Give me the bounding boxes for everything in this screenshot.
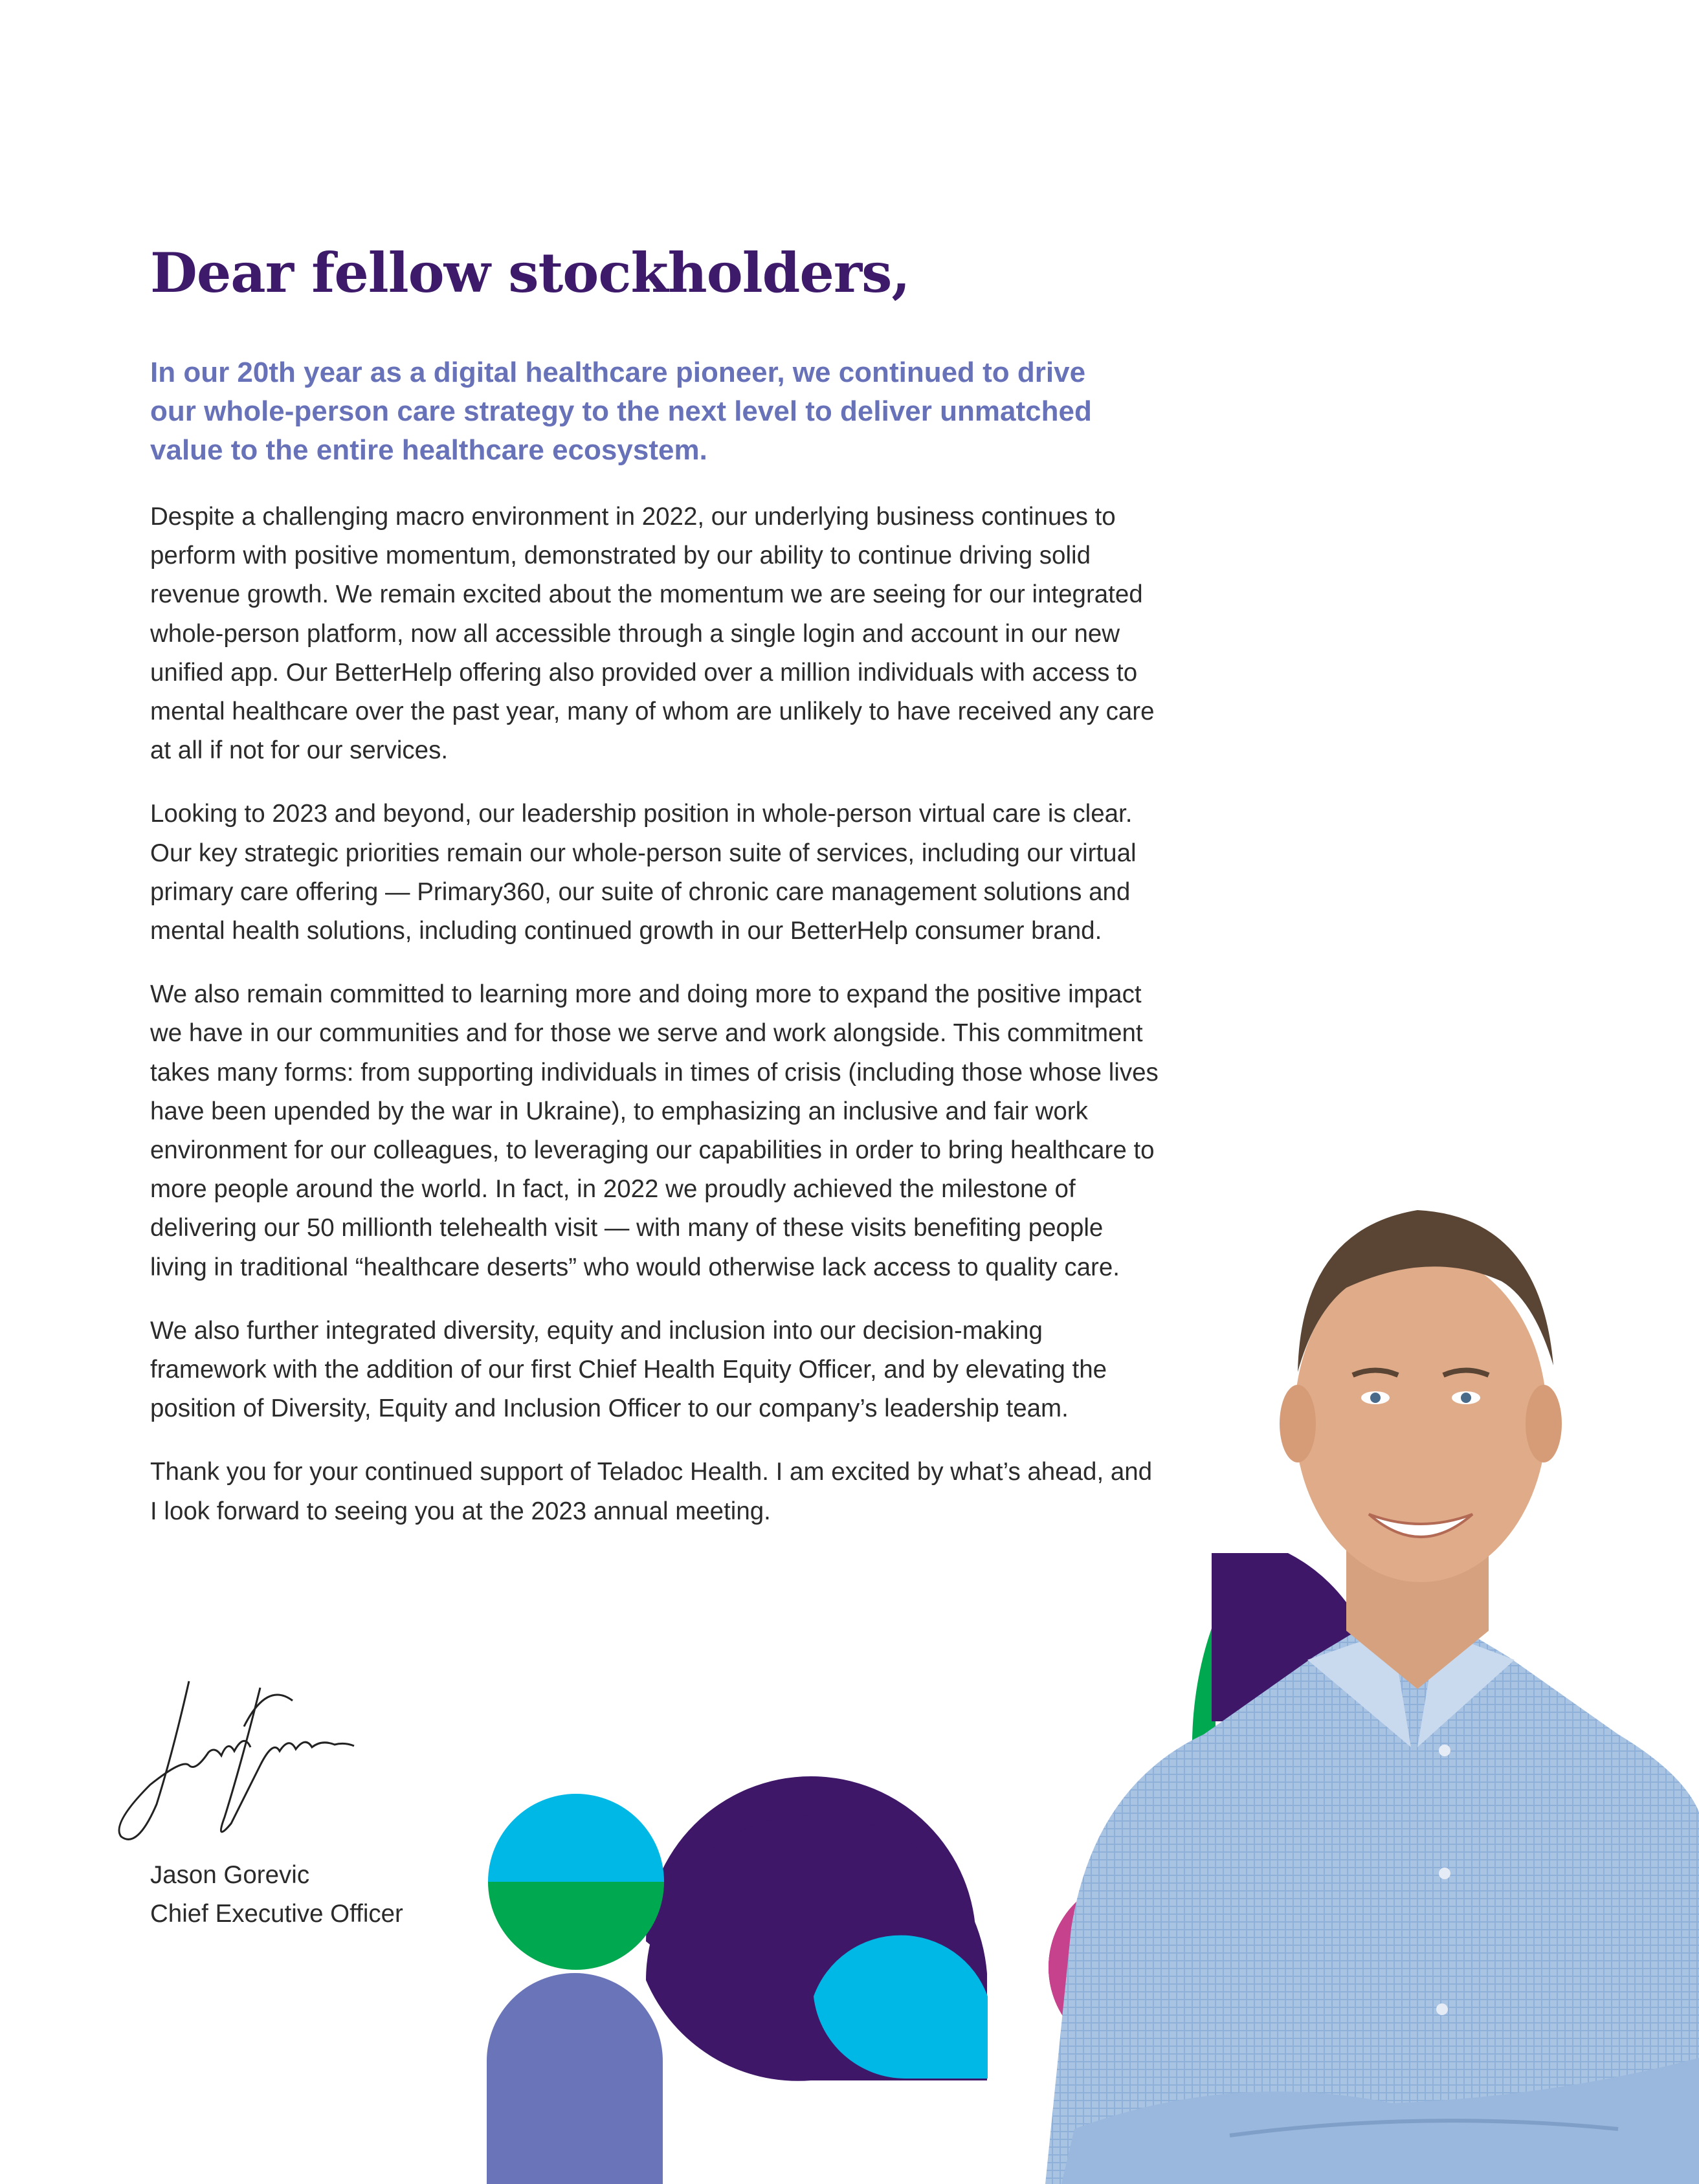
- signer-block: [150, 1856, 403, 1934]
- letter-body: [150, 498, 1160, 1556]
- paragraph-2: Looking to 2023 and beyond, our leadership position in whole-person virtual care is clear. Our key strategic priorities remain our whole-person suite of services, including our virtual primary care offering — Primary360, our suite of chronic care management solutions and mental health solutions, including continued growth in our BetterHelp consumer brand.: [150, 800, 1137, 945]
- signer-title: Chief Executive Officer: [150, 1900, 403, 1928]
- letter-lead: In our 20th year as a digital healthcare pioneer, we continued to drive our whole-person care strategy to the next level to deliver unmatched value to the entire healthcare ecosystem.: [150, 357, 1092, 466]
- paragraph-1: Despite a challenging macro environment in 2022, our underlying business continues to perform with positive momentum, demonstrated by our ability to continue driving solid revenue growth. We remain excited about the momentum we are seeing for our integrated whole-person platform, now all accessible through a single login and account in our new unified app. Our BetterHelp offering also provided over a million individuals with access to mental healthcare over the past year, many of whom are unlikely to have received any care at all if not for our services.: [150, 503, 1155, 765]
- paragraph-3: We also remain committed to learning more and doing more to expand the positive impact we have in our communities and for those we serve and work alongside. This commitment takes many forms: from supporting individuals in times of crisis (including those whose lives have been upended by the war in Ukraine), to emphasizing an inclusive and fair work environment for our colleagues, to leveraging our capabilities in order to bring healthcare to more people around the world. In fact, in 2022 we proudly achieved the milestone of delivering our 50 millionth telehealth visit — with many of these visits benefiting people living in traditional “healthcare deserts” who would otherwise lack access to quality care.: [150, 980, 1159, 1281]
- periwinkle-shape: [487, 1973, 663, 2184]
- paragraph-5: Thank you for your continued support of Teladoc Health. I am excited by what’s ahead, and I look forward to seeing you at the 2023 annual meeting.: [150, 1458, 1153, 1525]
- signer-name: Jason Gorevic: [150, 1861, 310, 1889]
- cyan-green-circle: [488, 1794, 664, 1882]
- paragraph-4: We also further integrated diversity, equity and inclusion into our decision-making framework with the addition of our first Chief Health Equity Officer, and by elevating the position of Diversity, Equity and Inclusion Officer to our company’s leadership team.: [150, 1316, 1107, 1423]
- letter-title: Dear fellow stockholders,: [150, 241, 910, 305]
- signature-image: [111, 1675, 357, 1849]
